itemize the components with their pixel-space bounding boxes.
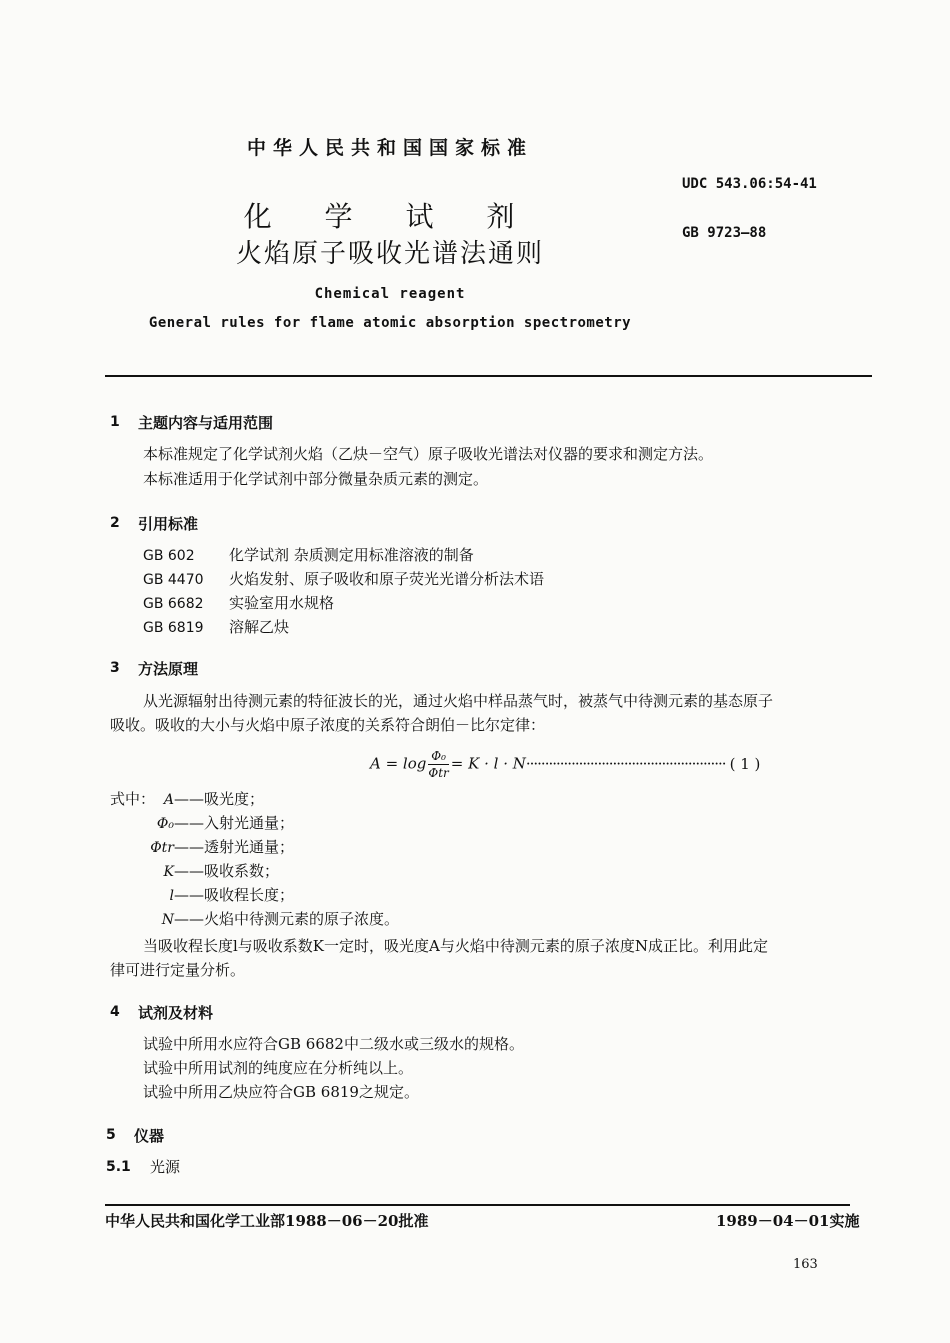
reference-item: [143, 567, 544, 592]
reference-title: 火焰发射、原子吸收和原子荧光光谱分析法术语: [229, 570, 545, 588]
national-standard-heading: 中华人民共和国国家标准: [246, 137, 533, 159]
reference-code: GB 6682: [143, 596, 204, 612]
where-label: 式中：: [110, 790, 156, 808]
symbol-description: ——吸光度；: [174, 790, 265, 808]
formula-fraction: [428, 748, 448, 781]
section-4-paragraph-1: 试验中所用水应符合GB 6682中二级水或三级水的规格。: [143, 1035, 524, 1053]
header-divider: [105, 375, 872, 377]
reference-title: 实验室用水规格: [229, 594, 335, 612]
symbol-description: ——火焰中待测元素的原子浓度。: [174, 910, 400, 928]
section-4-paragraph-2: 试验中所用试剂的纯度应在分析纯以上。: [143, 1059, 414, 1077]
symbol-definition: [148, 907, 399, 932]
reference-code: GB 4470: [143, 572, 204, 588]
formula-denominator: Φtr: [428, 766, 449, 780]
reference-title: 化学试剂 杂质测定用标准溶液的制备: [229, 546, 474, 564]
section-4-paragraph-3: 试验中所用乙炔应符合GB 6819之规定。: [143, 1083, 419, 1101]
reference-item: [143, 615, 289, 640]
lambert-beer-formula: [370, 748, 760, 781]
effective-date: 1989－04－01实施: [716, 1212, 860, 1230]
symbol-definition: [148, 787, 264, 812]
approval-date: 中华人民共和国化学工业部1988－06－20批准: [105, 1212, 429, 1230]
reference-item: [143, 591, 334, 616]
title-cn-line1: 化 学 试 剂: [243, 200, 537, 233]
gb-number: GB 9723—88: [682, 225, 767, 241]
section-1-title: 主题内容与适用范围: [138, 414, 274, 432]
subsection-5-1-title: 光源: [150, 1158, 181, 1176]
formula-numerator: Φ₀: [428, 748, 448, 765]
section-3-number: 3: [110, 660, 120, 676]
symbol: K: [163, 864, 174, 880]
section-3-title: 方法原理: [138, 660, 199, 678]
reference-title: 溶解乙炔: [229, 618, 290, 636]
symbol: l: [169, 888, 174, 904]
formula-lhs: A = log: [370, 754, 427, 773]
section-4-number: 4: [110, 1004, 120, 1020]
symbol-description: ——吸收程长度；: [174, 886, 295, 904]
formula-number: ( 1 ): [729, 754, 761, 773]
symbol-definition: [148, 835, 294, 860]
section-2-title: 引用标准: [138, 515, 199, 533]
symbol-definition: [148, 859, 279, 884]
section-3-paragraph-2-line-2: 律可进行定量分析。: [110, 961, 246, 979]
reference-item: [143, 543, 474, 568]
symbol: N: [161, 912, 174, 928]
formula-rhs: = K · l · N: [450, 754, 526, 773]
symbol: A: [163, 792, 174, 808]
section-5-number: 5: [106, 1127, 116, 1143]
udc-code: UDC 543.06:54-41: [682, 176, 817, 192]
section-2-number: 2: [110, 515, 120, 531]
symbol-description: ——吸收系数；: [174, 862, 280, 880]
symbol-description: ——透射光通量；: [174, 838, 295, 856]
page-number: 163: [793, 1257, 818, 1272]
footer-divider: [105, 1204, 850, 1206]
section-1-number: 1: [110, 414, 120, 430]
symbol-definition: [148, 883, 294, 908]
symbol-description: ——入射光通量；: [174, 814, 295, 832]
title-en-line2: General rules for flame atomic absorption spectrometry: [148, 315, 632, 331]
symbol: Φ₀: [156, 816, 174, 832]
section-3-paragraph-2-line-1: 当吸收程长度l与吸收系数K一定时，吸光度A与火焰中待测元素的原子浓度N成正比。利用此定: [143, 937, 768, 955]
subsection-5-1-number: 5.1: [106, 1159, 131, 1175]
section-4-title: 试剂及材料: [138, 1004, 214, 1022]
section-1-paragraph-1: 本标准规定了化学试剂火焰（乙炔－空气）原子吸收光谱法对仪器的要求和测定方法。: [143, 445, 714, 463]
symbol: Φtr: [150, 840, 174, 856]
section-3-paragraph-1-line-2: 吸收。吸收的大小与火焰中原子浓度的关系符合朗伯－比尔定律：: [110, 716, 546, 734]
reference-code: GB 602: [143, 548, 195, 564]
symbol-definition: [148, 811, 294, 836]
section-3-paragraph-1-line-1: 从光源辐射出待测元素的特征波长的光，通过火焰中样品蒸气时，被蒸气中待测元素的基态原子: [143, 692, 774, 710]
title-en-line1: Chemical reagent: [314, 286, 466, 302]
section-1-paragraph-2: 本标准适用于化学试剂中部分微量杂质元素的测定。: [143, 470, 489, 488]
title-cn-line2: 火焰原子吸收光谱法通则: [235, 239, 544, 269]
reference-code: GB 6819: [143, 620, 204, 636]
section-5-title: 仪器: [134, 1127, 165, 1145]
formula-leader-dots: ·····················································: [525, 754, 726, 773]
